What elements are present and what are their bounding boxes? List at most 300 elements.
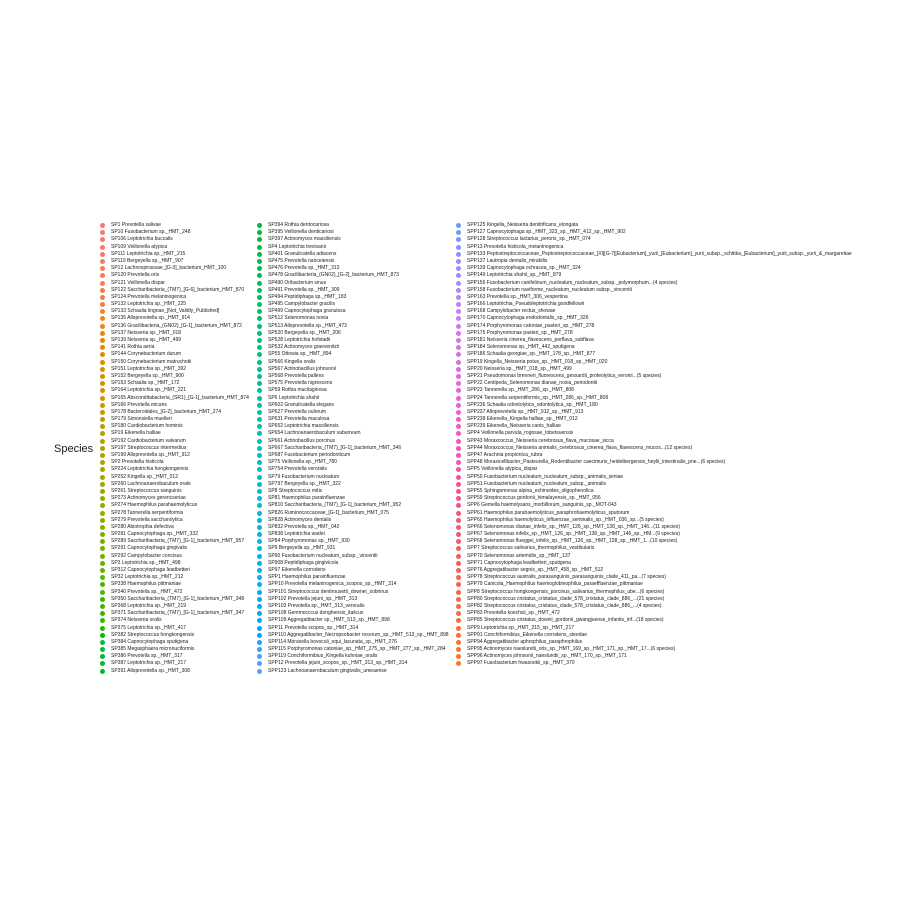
- legend-label: SP382 Streptococcus hongkongensis: [111, 631, 195, 638]
- legend-label: SPP85 Streptococcus cristatus_downii_gordonii_gwangjuense_infantis_inf...(18 species): [467, 617, 664, 624]
- legend-label: SPP43 Moraxcoccus_Neisseria cerebrosus_flava_mucosae_sicca: [467, 437, 614, 444]
- legend-label: SP832 Prevotella sp._HMT_042: [268, 523, 340, 530]
- legend-color-key: [456, 237, 461, 242]
- legend-label: SP754 Prevotella veroralis: [268, 466, 327, 473]
- legend-color-key: [100, 288, 105, 293]
- legend-label: SPP236 Schaalia odontolytica_odontolytica_sp._HMT_180: [467, 401, 598, 408]
- legend-label: SPP82 Streptococcus cristatus_cristatus_clade_578_cristatus_clade_886_...(4 species): [467, 602, 662, 609]
- legend-label: SPP51 Fusobacterium nucleatum_nucleatum_subsp._animalis: [467, 480, 606, 487]
- legend-label: SP180 Cardiobacterium hominis: [111, 423, 183, 430]
- legend-color-key: [456, 381, 461, 386]
- legend-color-key: [456, 611, 461, 616]
- legend-color-key: [257, 496, 262, 501]
- legend-label: SP478 Gracilibacteria_(GN02)_[G-2]_bacterium_HMT_873: [268, 272, 399, 279]
- legend-label: SPP67 Selenomonas infelix_sp._HMT_126_sp._HMT_138_sp._HMT_146_sp._HM...(9 species): [467, 531, 680, 538]
- legend-label: SPP65 Haemophilus haemolyticus_influenzae_seminalis_sp._HMT_036_sp...(5 species): [467, 516, 664, 523]
- legend-label: SPP66 Selenomonas dianae_infelix_sp._HMT_126_sp._HMT_138_sp._HMT_146...(11 species): [467, 523, 681, 530]
- legend-label: SP137 Neisseria sp._HMT_018: [111, 329, 182, 336]
- legend-color-key: [456, 453, 461, 458]
- legend-color-key: [100, 352, 105, 357]
- legend-color-key: [456, 546, 461, 551]
- legend-color-key: [456, 316, 461, 321]
- legend-label: SP199 Alloprevotella sp._HMT_912: [111, 452, 190, 458]
- legend-label: SP654 Lachnoanaerobaculum saburreum: [268, 430, 361, 437]
- legend-label: SPP110 Aggregatibacter_Necropsobacter rosorum_sp._HMT_513_sp._HMT_898: [268, 631, 449, 638]
- legend-label: SP12 Lachnospiraceae_[G-3]_bacterium_HMT_100: [111, 265, 227, 272]
- legend-label: SPP237 Alloprevotella sp._HMT_912_sp._HMT_913: [467, 408, 584, 415]
- legend-label: SP566 Kingella oralis: [268, 358, 316, 365]
- legend-label: SPP108 Gemmocccus donghensis_italicus: [268, 610, 364, 617]
- legend-color-key: [257, 345, 262, 350]
- legend-color-key: [257, 618, 262, 623]
- legend-label: SPP95 Actinomyces naeslundii_oris_sp._HMT_169_sp._HMT_171_sp._HMT_17...(6 species): [467, 646, 676, 653]
- legend-label: SPP109 Aggregatibacter sp._HMT_513_sp._HMT_898: [268, 617, 390, 624]
- legend-color-key: [257, 259, 262, 264]
- legend-label: SP165 Absconditabacteria_(SR1)_[G-1]_bacterium_HMT_874: [111, 394, 249, 401]
- legend-color-key: [257, 597, 262, 602]
- legend-color-key: [456, 618, 461, 623]
- legend-label: SPP103 Prevotella sp._HMT_313_veroralis: [268, 602, 365, 609]
- legend-label: SP9 Bergeyella sp._HMT_931: [268, 545, 336, 552]
- legend-label: SP252 Kingella sp._HMT_012: [111, 473, 178, 480]
- legend-label: SPP97 Fusobacterium hwasookii_sp._HMT_370: [467, 660, 575, 667]
- legend-label: SP568 Prevotella pallens: [268, 372, 324, 379]
- legend-color-key: [100, 316, 105, 321]
- legend-label: SP164 Leptotrichia sp._HMT_221: [111, 387, 187, 394]
- legend-color-key: [100, 590, 105, 595]
- legend-label: SP109 Veillonella atypica: [111, 243, 168, 250]
- legend-label: SPP13 Prevotella histicola_melaninogenica: [467, 243, 564, 250]
- legend-color-key: [257, 223, 262, 228]
- legend-color-key: [257, 546, 262, 551]
- legend-label: SP6 Leptotrichia shahii: [268, 394, 320, 401]
- legend-label: SP10 Fusobacterium sp._HMT_248: [111, 229, 191, 236]
- legend-color-key: [100, 446, 105, 451]
- legend-label: SPP101 Streptococcus dentirousetti_downei_sobrinus: [268, 588, 389, 595]
- legend-color-key: [100, 309, 105, 314]
- legend-label: SP513 Alloprevotella sp._HMT_473: [268, 322, 347, 329]
- legend-label: SP490 Oribacterium sinus: [268, 279, 327, 286]
- legend-label: SP59 Rothia mucilaginosa: [268, 387, 327, 394]
- legend-color-key: [456, 475, 461, 480]
- legend-color-key: [100, 475, 105, 480]
- legend-color-key: [257, 331, 262, 336]
- legend-label: SP826 Ruminococcaceae_[G-1]_bacterium_HMT_075: [268, 509, 389, 516]
- legend-color-key: [257, 431, 262, 436]
- legend-label: SP401 Granulicatella adiacens: [268, 250, 337, 257]
- legend-label: SPP5 Veillonella atypica_dispar: [467, 466, 538, 473]
- legend-color-key: [257, 640, 262, 645]
- legend-label: SP289 Saccharibacteria_(TM7)_[G-1]_bacterium_HMT_957: [111, 538, 245, 545]
- legend-label: SPP50 Fusobacterium nucleatum_nucleatum_subsp._animalis_simiae: [467, 473, 624, 480]
- legend-color-key: [456, 647, 461, 652]
- legend-color-key: [100, 252, 105, 257]
- legend-color-key: [456, 496, 461, 501]
- legend-label: SPP91 Conchiformibius_Eikenella corrodens_steedae: [467, 631, 588, 638]
- legend-label: SPP184 Selenomonas sp._HMT_442_sputigena: [467, 344, 575, 351]
- legend-color-key: [257, 611, 262, 616]
- legend-color-key: [100, 266, 105, 271]
- legend-color-key: [456, 324, 461, 329]
- legend-color-key: [257, 388, 262, 393]
- legend-color-key: [456, 532, 461, 537]
- legend-color-key: [456, 245, 461, 250]
- legend-color-key: [456, 273, 461, 278]
- legend-label: SP810 Saccharibacteria_(TM7)_[G-1]_bacterium_HMT_952: [268, 502, 402, 509]
- legend-color-key: [257, 295, 262, 300]
- legend-color-key: [100, 525, 105, 530]
- legend-label: SPP78 Streptococcus australis_parasanguinis_parasanguinis_clade_411_pa...(7 species): [467, 574, 666, 581]
- legend-label: SP602 Granulicatella elegans: [268, 401, 334, 408]
- legend-color-key: [100, 259, 105, 264]
- legend-label: SP385 Megasphaera micronuciformis: [111, 646, 195, 653]
- legend-color-key: [100, 424, 105, 429]
- legend-label: SPP10 Prevotella melaninogenica_scopos_sp._HMT_314: [268, 581, 397, 588]
- legend-color-key: [100, 532, 105, 537]
- legend-color-key: [456, 511, 461, 516]
- legend-color-key: [100, 511, 105, 516]
- legend-label: SP32 Leptotrichia sp._HMT_212: [111, 574, 184, 581]
- legend-color-key: [456, 302, 461, 307]
- legend-label: SPP123 Lachnoanaerobaculum gingivalis_umeaense: [268, 667, 387, 674]
- legend-label: SP667 Saccharibacteria_(TM7)_[G-1]_bacterium_HMT_346: [268, 444, 402, 451]
- legend-label: SP90 Fusobacterium nucleatum_subsp._vincentii: [268, 552, 378, 559]
- legend-label: SP476 Prevotella sp._HMT_313: [268, 265, 340, 272]
- legend-color-key: [456, 633, 461, 638]
- legend-color-key: [257, 281, 262, 286]
- legend-color-key: [257, 539, 262, 544]
- legend-color-key: [257, 266, 262, 271]
- legend-color-key: [257, 604, 262, 609]
- legend-color-key: [257, 525, 262, 530]
- legend-label: SP179 Simonsiella muelleri: [111, 416, 172, 423]
- legend-color-key: [100, 345, 105, 350]
- legend-color-key: [456, 467, 461, 472]
- legend-color-key: [456, 396, 461, 401]
- legend-color-key: [100, 417, 105, 422]
- legend-color-key: [100, 295, 105, 300]
- legend-color-key: [257, 518, 262, 523]
- legend-color-key: [257, 460, 262, 465]
- legend-color-key: [456, 575, 461, 580]
- legend-color-key: [100, 467, 105, 472]
- legend-color-key: [257, 374, 262, 379]
- legend-color-key: [257, 511, 262, 516]
- legend-color-key: [100, 367, 105, 372]
- legend-label: SP375 Leptotrichia sp._HMT_417: [111, 624, 187, 631]
- legend-color-key: [257, 367, 262, 372]
- legend-color-key: [257, 410, 262, 415]
- legend-label: SP278 Tannerella serpentiformis: [111, 509, 184, 516]
- legend-color-key: [456, 654, 461, 659]
- legend-color-key: [456, 431, 461, 436]
- legend-color-key: [100, 374, 105, 379]
- legend-color-key: [456, 266, 461, 271]
- legend-label: SP139 Neisseria sp._HMT_499: [111, 337, 182, 343]
- legend-label: SP292 Campylobacter concisus: [111, 552, 182, 559]
- legend-color-key: [257, 302, 262, 307]
- legend-label: SP8 Streptococcus mitis: [268, 487, 323, 494]
- legend-color-key: [257, 661, 262, 666]
- legend-label: SPP55 Sphingomonas alpina_echinoides_oligophenolica: [467, 487, 594, 494]
- legend-color-key: [456, 360, 461, 365]
- legend-color-key: [257, 482, 262, 487]
- legend-color-key: [456, 338, 461, 343]
- legend-label: SP273 Actinomyces gerencseriae: [111, 495, 186, 502]
- legend-color-key: [100, 669, 105, 674]
- legend-label: SP152 Bergeyella sp._HMT_900: [111, 372, 184, 379]
- legend-color-key: [100, 460, 105, 465]
- legend-color-key: [100, 561, 105, 566]
- legend-color-key: [456, 503, 461, 508]
- legend-color-key: [257, 582, 262, 587]
- legend-color-key: [257, 273, 262, 278]
- legend-label: SP687 Fusobacterium periodonticum: [268, 452, 351, 458]
- legend-color-key: [100, 388, 105, 393]
- legend-color-key: [456, 597, 461, 602]
- legend-label: SP528 Leptotrichia hofstadii: [268, 337, 331, 343]
- legend-label: SP797 Bergeyella sp._HMT_322: [268, 480, 341, 487]
- legend-color-key: [257, 352, 262, 357]
- legend-color-key: [456, 410, 461, 415]
- legend-label: SP224 Leptotrichia hongkongensis: [111, 466, 189, 473]
- legend-color-key: [456, 352, 461, 357]
- legend-label: SP106 Leptotrichia buccalis: [111, 236, 173, 243]
- legend-title: Species: [54, 443, 94, 455]
- legend-label: SP279 Prevotella saccharolytica: [111, 516, 183, 523]
- legend-label: SP838 Leptotrichia wadei: [268, 531, 325, 538]
- legend-color-key: [100, 439, 105, 444]
- legend-color-key: [456, 223, 461, 228]
- legend-label: SPP186 Schaalia georgiae_sp._HMT_178_sp._HMT_877: [467, 351, 596, 358]
- legend-label: SP132 Leptotrichia sp._HMT_225: [111, 301, 187, 308]
- legend-color-key: [100, 661, 105, 666]
- legend-color-key: [100, 245, 105, 250]
- legend-color-key: [456, 482, 461, 487]
- legend-color-key: [456, 518, 461, 523]
- legend-label: SP122 Saccharibacteria_(TM7)_[G-6]_bacterium_HMT_870: [111, 286, 245, 293]
- legend-color-key: [257, 417, 262, 422]
- legend-color-key: [257, 288, 262, 293]
- legend-color-key: [456, 539, 461, 544]
- legend-color-key: [456, 561, 461, 566]
- legend-color-key: [100, 237, 105, 242]
- legend-label: SP124 Prevotella melaninogenica: [111, 293, 187, 300]
- legend-label: SP3 Leptotrichia sp._HMT_498: [111, 559, 181, 566]
- legend-color-key: [257, 446, 262, 451]
- legend-label: SP567 Actinobacillus johnsonii: [268, 365, 336, 372]
- legend-color-key: [257, 381, 262, 386]
- legend-label: SP261 Streptococcus sanguinis: [111, 487, 182, 494]
- legend-label: SP121 Veillonella dispar: [111, 279, 165, 286]
- legend-color-key: [456, 640, 461, 645]
- legend-label: SP394 Rothia dentocariosa: [268, 222, 329, 228]
- legend-color-key: [100, 302, 105, 307]
- legend-label: SP135 Alloprevotella sp._HMT_914: [111, 315, 190, 322]
- legend-label: SPP137 Lautropia dentalis_mirabilis: [467, 257, 548, 264]
- legend-label: SP312 Capnocytophaga leadbetteri: [111, 567, 190, 573]
- legend-color-key: [456, 417, 461, 422]
- legend-label: SP192 Cardiobacterium valvarum: [111, 437, 186, 444]
- legend-label: SPP20 Neisseria sp._HMT_018_sp._HMT_499: [467, 365, 572, 372]
- legend-color-key: [257, 503, 262, 508]
- legend-color-key: [456, 568, 461, 573]
- legend-label: SP374 Neisseria oralis: [111, 617, 162, 624]
- legend-color-key: [100, 546, 105, 551]
- legend-label: SP150 Corynebacterium matruchotii: [111, 358, 192, 365]
- legend-label: SP1 Prevotella salivae: [111, 222, 162, 228]
- legend-label: SP908 Peptidiphaga gingivicola: [268, 559, 339, 566]
- legend-label: SP136 Gracilibacteria_(GN02)_[G-1]_bacterium_HMT_872: [111, 322, 242, 329]
- legend-label: SPP238 Eikenella_Kingella halliae_sp._HMT_012: [467, 416, 578, 423]
- legend-color-key: [257, 590, 262, 595]
- legend-color-key: [257, 568, 262, 573]
- legend-color-key: [100, 503, 105, 508]
- legend-color-key: [100, 381, 105, 386]
- legend-color-key: [456, 403, 461, 408]
- legend-label: SP281 Capnocytophaga sp._HMT_332: [111, 531, 199, 538]
- legend-label: SP495 Campylobacter gracilis: [268, 301, 335, 308]
- legend-color-key: [456, 374, 461, 379]
- legend-color-key: [257, 324, 262, 329]
- legend-label: SPP125 Kingella_Neisseria denitrificans_elongata: [467, 222, 579, 228]
- legend-label: SP75 Veillonella sp._HMT_780: [268, 459, 337, 466]
- legend-color-key: [257, 309, 262, 314]
- legend-label: SP340 Prevotella sp._HMT_472: [111, 588, 183, 595]
- legend-label: SP384 Capnocytophaga sputigena: [111, 638, 189, 645]
- legend-color-key: [100, 539, 105, 544]
- legend-label: SPP102 Prevotella jejuni_sp._HMT_313: [268, 595, 358, 602]
- legend-label: SP260 Lachnoanaerobaculum orale: [111, 480, 191, 487]
- legend-label: SP512 Selenomonas noxia: [268, 315, 329, 322]
- legend-label: SPP7 Streptococcus salivarius_thermophilus_vestibularis: [467, 545, 595, 552]
- legend-label: SPP44 Moraxcoccus_Neisseria animalis_cerebrosus_cinerea_flava_flavescens_mucos...(12 species): [467, 444, 693, 451]
- legend-label: SP387 Leptotrichia sp._HMT_217: [111, 660, 187, 667]
- legend-color-key: [456, 288, 461, 293]
- legend-label: SP2 Prevotella histicola: [111, 459, 164, 466]
- legend-label: SPP6 Gemella haemolysans_morbillorum_sanguinis_sp._MOT-043: [467, 502, 617, 509]
- legend-color-key: [257, 453, 262, 458]
- legend-label: SPP156 Fusobacterium canifelinum_nucleatum_nucleatum_subsp._polymorphum...(4 species): [467, 279, 678, 286]
- legend-label: SPP59 Streptococcus gordonii_himalayensis_sp._HMT_056: [467, 495, 601, 502]
- legend-label: SPP61 Haemophilus parahaemolyticus_paraphrohaemolyticus_sputorum: [467, 509, 630, 516]
- legend-color-key: [456, 367, 461, 372]
- legend-color-key: [257, 561, 262, 566]
- legend-color-key: [100, 360, 105, 365]
- legend-label: SPP21 Pseudomonas brenneri_fluorescens_gessardii_proteolytica_veronii...(5 species): [467, 372, 662, 379]
- legend-color-key: [100, 518, 105, 523]
- legend-color-key: [456, 230, 461, 235]
- legend-label: SPP127 Capnocytophaga sp._HMT_323_sp._HMT_412_sp._HMT_902: [467, 229, 626, 236]
- legend-label: SP153 Schaalia sp._HMT_172: [111, 380, 180, 387]
- legend-color-key: [100, 554, 105, 559]
- legend-label: SP141 Rothia aeria: [111, 344, 155, 351]
- legend-color-key: [257, 626, 262, 631]
- legend-color-key: [257, 575, 262, 580]
- legend-label: SPP115 Porphyromonas catoniae_sp._HMT_275_sp._HMT_277_sp._HMT_284: [268, 646, 446, 653]
- legend-color-key: [456, 259, 461, 264]
- legend-label: SPP9 Leptotrichia sp._HMT_215_sp._HMT_217: [467, 624, 575, 631]
- legend-label: SP291 Capnocytophaga gingivalis: [111, 545, 188, 552]
- legend-label: SPP119 Conchiformibius_Kingella kuhniae_oralis: [268, 653, 378, 660]
- legend-color-key: [456, 252, 461, 257]
- legend-color-key: [257, 654, 262, 659]
- legend-label: SP371 Saccharibacteria_(TM7)_[G-1]_bacterium_HMT_347: [111, 610, 245, 617]
- legend-label: SPP12 Prevotella jejuni_scopos_sp._HMT_313_sp._HMT_314: [268, 660, 408, 667]
- legend-label: SPP80 Streptococcus cristatus_cristatus_clade_578_cristatus_clade_886_...(21 species): [467, 595, 665, 602]
- legend-label: SPP168 Campylobacter rectus_showae: [467, 308, 556, 315]
- legend-label: SP84 Porphyromonas sp._HMT_930: [268, 538, 350, 545]
- legend-label: SP627 Prevotella oulorum: [268, 408, 327, 415]
- legend-label: SPP166 Leptotrichia_Pseudoleptotrichia goodfellowii: [467, 301, 585, 308]
- legend-label: SP475 Prevotella nanceiensis: [268, 257, 335, 264]
- legend-label: SPP23 Tannerella sp._HMT_286_sp._HMT_808: [467, 387, 574, 394]
- legend-color-key: [100, 403, 105, 408]
- legend-label: SPP24 Tannerella serpentiformis_sp._HMT_286_sp._HMT_808: [467, 394, 609, 401]
- legend-label: SP133 Schaalia lingnae_[Not_Validly_Published]: [111, 308, 220, 315]
- legend-color-key: [257, 532, 262, 537]
- legend-label: SP79 Fusobacterium nucleatum: [268, 473, 340, 480]
- legend-label: SPP128 Streptococcus lactarius_peroris_sp._HMT_074: [467, 236, 591, 243]
- legend-color-key: [456, 331, 461, 336]
- legend-color-key: [100, 496, 105, 501]
- legend-label: SPP79 Canicola_Haemophilus haemoglobinophilus_paraeffluenzae_pittmaniae: [467, 581, 643, 588]
- legend-label: SPP11 Prevotella scopos_sp._HMT_314: [268, 624, 359, 631]
- legend-label: SP491 Prevotella sp._HMT_309: [268, 286, 340, 293]
- legend-color-key: [456, 446, 461, 451]
- legend-label: SP494 Peptidiphaga sp._HMT_183: [268, 293, 347, 300]
- legend-label: SP151 Leptotrichia sp._HMT_392: [111, 365, 187, 372]
- legend-label: SPP170 Capnocytophaga endodontalis_sp._HMT_326: [467, 315, 589, 322]
- legend-label: SPP83 Prevotella koechsii_sp._HMT_472: [467, 610, 560, 617]
- legend-label: SPP48 Moraxicellbacter_Pasteurella_Rodentibacter caecimuris_heidelbergensis_heylii_intestinalis_pne...(6 species): [467, 459, 726, 466]
- legend-color-key: [257, 338, 262, 343]
- legend-label: SPP163 Prevotella sp._HMT_306_vespertina: [467, 293, 568, 300]
- legend-label: SP166 Prevotella micans: [111, 401, 167, 408]
- legend-label: SP652 Leptotrichia massiliensis: [268, 423, 339, 430]
- legend-label: SP120 Prevotella oris: [111, 272, 160, 279]
- legend-color-key: [456, 295, 461, 300]
- legend-color-key: [100, 640, 105, 645]
- legend-color-key: [100, 410, 105, 415]
- legend-label: SPP47 Arachnia propionica_rubra: [467, 452, 543, 458]
- legend-label: SP395 Veillonella denticariosi: [268, 229, 334, 236]
- legend-label: SPP174 Porphyromonas catoniae_pasteri_sp._HMT_278: [467, 322, 595, 329]
- legend-label: SPP139 Capnocytophaga ochracea_sp._HMT_324: [467, 265, 581, 272]
- legend-color-key: [257, 439, 262, 444]
- legend-color-key: [257, 403, 262, 408]
- legend-label: SPP96 Actinomyces johnsonii_naeslundii_sp._HMT_170_sp._HMT_171: [467, 653, 627, 660]
- legend-color-key: [100, 281, 105, 286]
- legend-label: SP532 Actinomyces graevenitzii: [268, 344, 340, 351]
- legend-label: SP111 Leptotrichia sp._HMT_215: [111, 250, 186, 257]
- legend-label: SP55 Ottowia sp._HMT_894: [268, 351, 332, 358]
- legend-color-key: [100, 338, 105, 343]
- legend-label: SP386 Prevotella sp._HMT_317: [111, 653, 183, 660]
- legend-color-key: [100, 604, 105, 609]
- legend-color-key: [100, 647, 105, 652]
- legend-color-key: [456, 281, 461, 286]
- legend-label: SP828 Actinomyces dentalis: [268, 516, 332, 523]
- legend-label: SP350 Saccharibacteria_(TM7)_[G-1]_bacterium_HMT_348: [111, 595, 245, 602]
- legend-label: SPP70 Selenomonas artemidis_sp._HMT_137: [467, 552, 571, 559]
- legend-color-key: [100, 597, 105, 602]
- legend-label: SP4 Leptotrichia trevisanii: [268, 243, 326, 250]
- legend-color-key: [257, 489, 262, 494]
- legend-label: SP197 Streptococcus intermedius: [111, 444, 187, 451]
- legend-label: SPP22 Centipeda_Selenomonas dianae_noxia_periodontii: [467, 380, 598, 387]
- legend-label: SPP114 Moraxella bovoculi_equi_lacunata_sp._HMT_276: [268, 638, 397, 645]
